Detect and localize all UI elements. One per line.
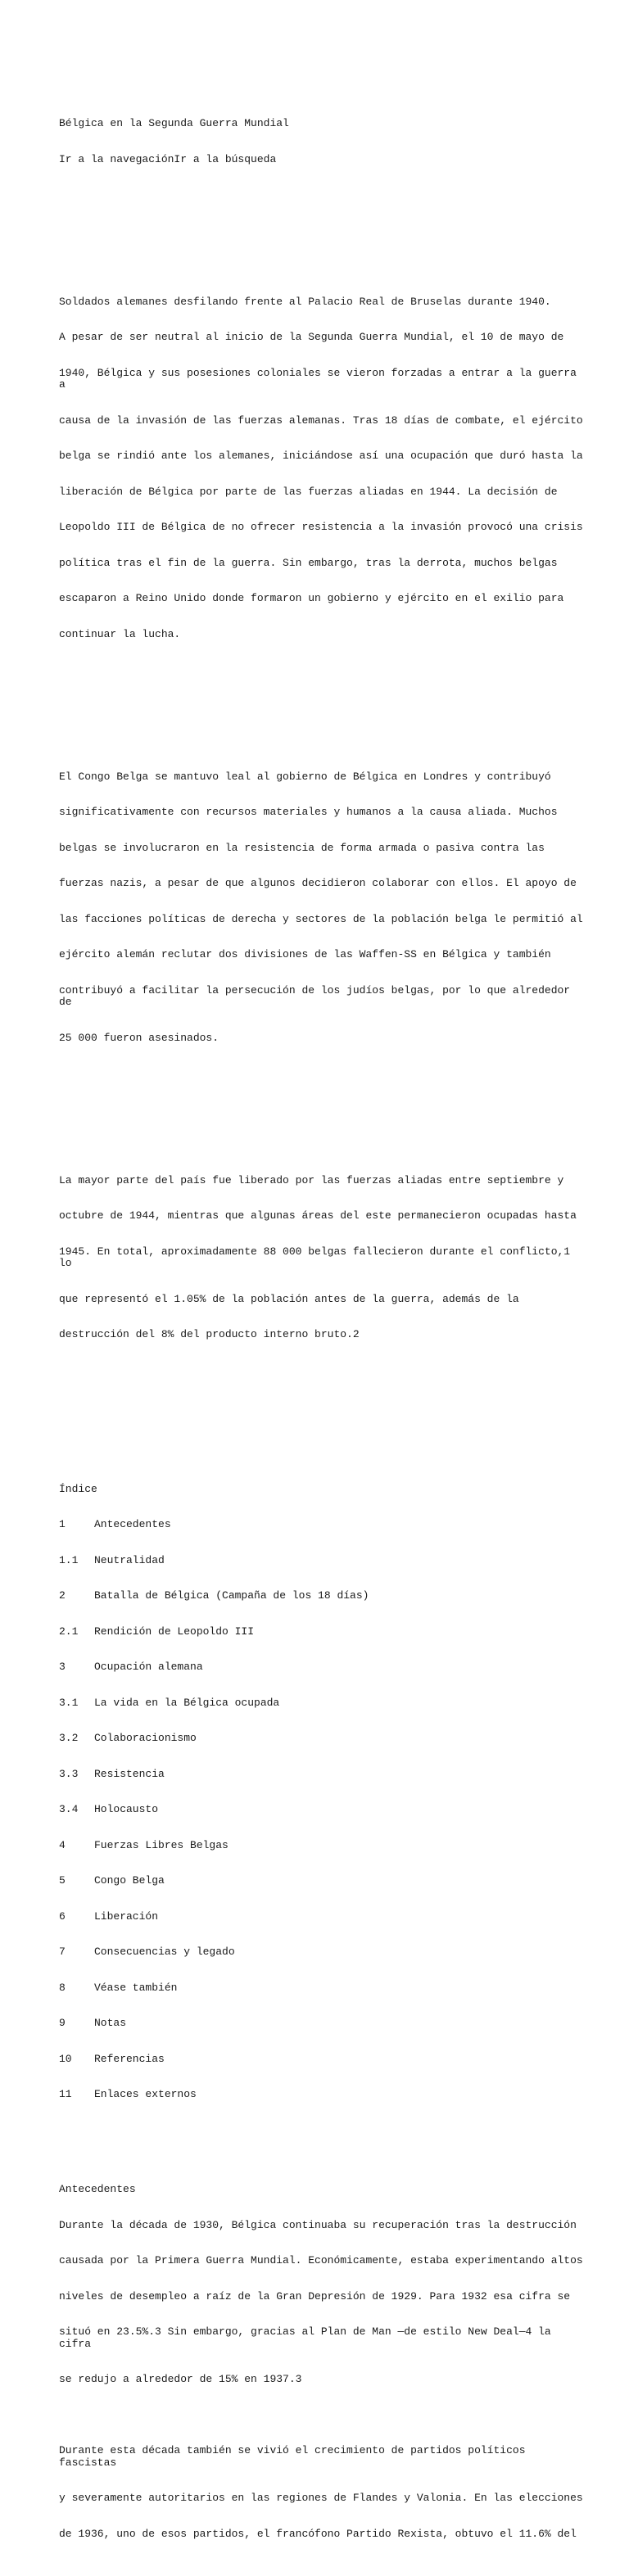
toc-number: 1.1 [59, 1553, 79, 1566]
paragraph-line: Durante la década de 1930, Bélgica continuaba su recuperación tras la destrucción [59, 2218, 577, 2231]
toc-item[interactable] [59, 1875, 583, 1887]
paragraph-line: destrucción del 8% del producto interno bruto.2 [59, 1328, 360, 1340]
toc-item[interactable] [59, 1590, 583, 1602]
paragraph-line: Soldados alemanes desfilando frente al Palacio Real de Bruselas durante 1940. [59, 295, 551, 308]
toc-label[interactable]: Ocupación alemana [94, 1661, 203, 1673]
paragraph-line: ejército alemán reclutar dos divisiones de las Waffen-SS en Bélgica y también [59, 948, 551, 960]
toc-item[interactable] [59, 1555, 583, 1567]
toc-number: 5 [59, 1874, 66, 1887]
toc-item[interactable] [59, 1733, 583, 1745]
toc-item[interactable] [59, 1661, 583, 1674]
toc-label[interactable]: Batalla de Bélgica (Campaña de los 18 días) [94, 1589, 369, 1602]
paragraph-line: continuar la lucha. [59, 627, 181, 640]
toc-number: 3.3 [59, 1767, 79, 1780]
paragraph-line: causada por la Primera Guerra Mundial. Económicamente, estaba experimentando altos [59, 2254, 583, 2266]
paragraph-line: octubre de 1944, mientras que algunas áreas del este permanecieron ocupadas hasta [59, 1209, 577, 1222]
paragraph-line: Durante esta década también se vivió el crecimiento de partidos políticos fascistas [59, 2444, 532, 2469]
toc-item[interactable] [59, 1697, 583, 1710]
toc-label[interactable]: Consecuencias y legado [94, 1946, 235, 1958]
toc-number: 3.1 [59, 1696, 79, 1709]
toc-label[interactable]: Véase también [94, 1981, 178, 1994]
toc-number: 11 [59, 2088, 72, 2100]
toc-number: 3.2 [59, 1732, 79, 1744]
paragraph-line: El Congo Belga se mantuvo leal al gobierno de Bélgica en Londres y contribuyó [59, 770, 551, 783]
paragraph-line: contribuyó a facilitar la persecución de los judíos belgas, por lo que alrededor de [59, 983, 577, 1008]
toc-number: 4 [59, 1838, 66, 1851]
paragraph-line: A pesar de ser neutral al inicio de la Segunda Guerra Mundial, el 10 de mayo de [59, 331, 564, 343]
toc-label[interactable]: Resistencia [94, 1767, 165, 1780]
toc-number: 10 [59, 2052, 72, 2065]
liberation-paragraph [59, 1151, 583, 1365]
toc-number: 2.1 [59, 1625, 79, 1638]
toc-label[interactable]: Antecedentes [94, 1518, 171, 1530]
document-page [59, 70, 583, 2576]
toc-label[interactable]: Enlaces externos [94, 2088, 197, 2100]
congo-paragraph [59, 748, 583, 1069]
toc-label[interactable]: Fuerzas Libres Belgas [94, 1838, 229, 1851]
toc-label[interactable]: Referencias [94, 2052, 165, 2065]
toc-item[interactable] [59, 1946, 583, 1959]
toc-item[interactable] [59, 2018, 583, 2030]
paragraph-line: las facciones políticas de derecha y sectores de la población belga le permitió al [59, 912, 583, 925]
paragraph-line: política tras el fin de la guerra. Sin embargo, tras la derrota, muchos belgas [59, 556, 558, 569]
toc-label[interactable]: Congo Belga [94, 1874, 165, 1887]
toc-number: 1 [59, 1518, 66, 1530]
toc-label[interactable]: Liberación [94, 1909, 159, 1923]
toc-number: 8 [59, 1981, 66, 1994]
paragraph-line: liberación de Bélgica por parte de las fuerzas aliadas en 1944. La decisión de [59, 485, 558, 498]
toc-label[interactable]: Notas [94, 2017, 127, 2029]
paragraph-line: La mayor parte del país fue liberado por las fuerzas aliadas entre septiembre y [59, 1173, 564, 1186]
toc-item[interactable] [59, 1840, 583, 1852]
toc-label[interactable]: Holocausto [94, 1803, 159, 1815]
toc-number: 3 [59, 1661, 66, 1673]
toc-heading: Índice [59, 1482, 97, 1495]
section-heading: Antecedentes [59, 2183, 136, 2195]
toc-item[interactable] [59, 2089, 583, 2101]
paragraph-line: y severamente autoritarios en las regiones de Flandes y Valonia. En las elecciones [59, 2492, 583, 2504]
toc-number: 6 [59, 1909, 66, 1923]
paragraph-line: 1945. En total, aproximadamente 88 000 belgas fallecieron durante el conflicto,1 lo [59, 1245, 577, 1269]
paragraph-line: causa de la invasión de las fuerzas alemanas. Tras 18 días de combate, el ejército [59, 414, 583, 427]
document-title-block [59, 94, 583, 189]
toc-item[interactable] [59, 1519, 583, 1531]
toc-item[interactable] [59, 2054, 583, 2066]
table-of-contents [59, 1460, 583, 2125]
skip-links-text: Ir a la navegaciónIr a la búsqueda [59, 152, 277, 165]
toc-number: 7 [59, 1946, 66, 1958]
toc-item[interactable] [59, 1911, 583, 1923]
toc-item[interactable] [59, 1804, 583, 1816]
document-title: Bélgica en la Segunda Guerra Mundial [59, 117, 289, 129]
toc-number: 9 [59, 2017, 66, 2029]
intro-paragraph [59, 273, 583, 665]
paragraph-line: 25 000 fueron asesinados. [59, 1031, 219, 1044]
antecedentes-section [59, 2160, 583, 2564]
paragraph-line: fuerzas nazis, a pesar de que algunos decidieron colaborar con ellos. El apoyo de [59, 877, 577, 889]
paragraph-line: que representó el 1.05% de la población antes de la guerra, además de la [59, 1292, 519, 1305]
toc-number: 3.4 [59, 1803, 79, 1815]
toc-item[interactable] [59, 1769, 583, 1781]
toc-number: 2 [59, 1589, 66, 1602]
toc-item[interactable] [59, 1626, 583, 1638]
toc-item[interactable] [59, 1982, 583, 1995]
toc-label[interactable]: Rendición de Leopoldo III [94, 1625, 255, 1638]
paragraph-line: de 1936, uno de esos partidos, el francófono Partido Rexista, obtuvo el 11.6% del [59, 2527, 577, 2540]
paragraph-line: escaparon a Reino Unido donde formaron un gobierno y ejército en el exilio para [59, 592, 564, 604]
toc-label[interactable]: Colaboracionismo [94, 1732, 197, 1744]
paragraph-line: 1940, Bélgica y sus posesiones coloniales se vieron forzadas a entrar a la guerra a [59, 366, 583, 391]
toc-label[interactable]: La vida en la Bélgica ocupada [94, 1696, 280, 1709]
paragraph-line: belgas se involucraron en la resistencia de forma armada o pasiva contra las [59, 841, 545, 854]
paragraph-line: belga se rindió ante los alemanes, iniciándose así una ocupación que duró hasta la [59, 450, 583, 462]
paragraph-line: niveles de desempleo a raíz de la Gran Depresión de 1929. Para 1932 esa cifra se [59, 2289, 571, 2303]
toc-label[interactable]: Neutralidad [94, 1553, 165, 1566]
paragraph-line: significativamente con recursos materiales y humanos a la causa aliada. Muchos [59, 806, 558, 818]
paragraph-line: situó en 23.5%.3 Sin embargo, gracias al Plan de Man —de estilo New Deal—4 la cifra [59, 2325, 558, 2350]
paragraph-line: se redujo a alrededor de 15% en 1937.3 [59, 2373, 302, 2385]
paragraph-line: Leopoldo III de Bélgica de no ofrecer resistencia a la invasión provocó una crisis [59, 521, 583, 533]
